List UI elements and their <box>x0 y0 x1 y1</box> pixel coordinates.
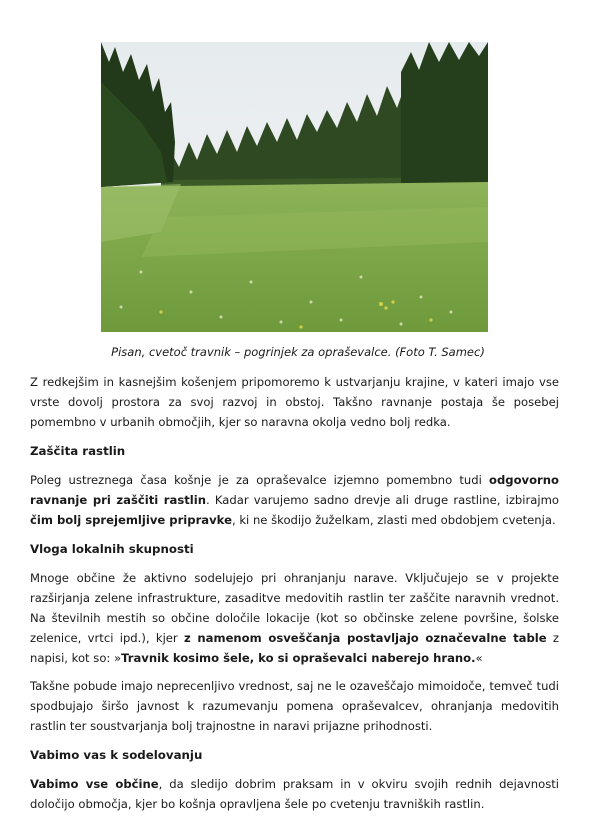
paragraph-vloga-1: Mnoge občine že aktivno sodelujejo pri ohranjanju narave. Vključujejo se v projekte razširjanja zelene infrastrukture, zasaditve medovitih rastlin ter zaščite naravnih vrednot. Na številnih mestih so občine določile lokacije (kot so občinske zelene površine, šolske zelenice, vrtci ipd.), kjer z namenom osveščanja postavljajo označevalne table z napisi, kot so: »Travnik kosimo šele, ko si opraševalci naberejo hrano.« <box>30 571 559 665</box>
heading-vloga-lokalnih-skupnosti: Vloga lokalnih skupnosti <box>30 542 194 556</box>
paragraph-vabimo: Vabimo vse občine, da sledijo dobrim praksam in v okviru svojih rednih dejavnosti določijo območja, kjer bo košnja opravljena šele po cvetenju travniških rastlin. <box>30 777 559 811</box>
heading-zascita-rastlin: Zaščita rastlin <box>30 444 126 458</box>
heading-vabimo-vas: Vabimo vas k sodelovanju <box>30 748 203 762</box>
meadow-photo <box>101 42 488 332</box>
intro-paragraph: Z redkejšim in kasnejšim košenjem pripomoremo k ustvarjanju krajine, v kateri imajo vse vrste dovolj prostora za svoj razvoj in obstoj. Takšno ravnanje postaja še posebej pomembno v urbanih območjih, kjer so naravna okolja vedno bolj redka. <box>30 375 559 429</box>
paragraph-vloga-2: Takšne pobude imajo neprecenljivo vrednost, saj ne le ozaveščajo mimoidoče, temveč tudi spodbujajo širšo javnost k razumevanju pomena opraševalcev, ohranjanja medovitih rastlin ter soustvarjanja bolj trajnostne in naravi prijazne prihodnosti. <box>30 679 559 733</box>
photo-caption: Pisan, cvetoč travnik – pogrinjek za opraševalce. (Foto T. Samec) <box>111 345 485 359</box>
paragraph-zascita-rastlin: Poleg ustreznega časa košnje je za opraševalce izjemno pomembno tudi odgovorno ravnanje pri zaščiti rastlin. Kadar varujemo sadno drevje ali druge rastline, izbirajmo čim bolj sprejemljive pripravke, ki ne škodijo žuželkam, zlasti med obdobjem cvetenja. <box>30 473 559 527</box>
